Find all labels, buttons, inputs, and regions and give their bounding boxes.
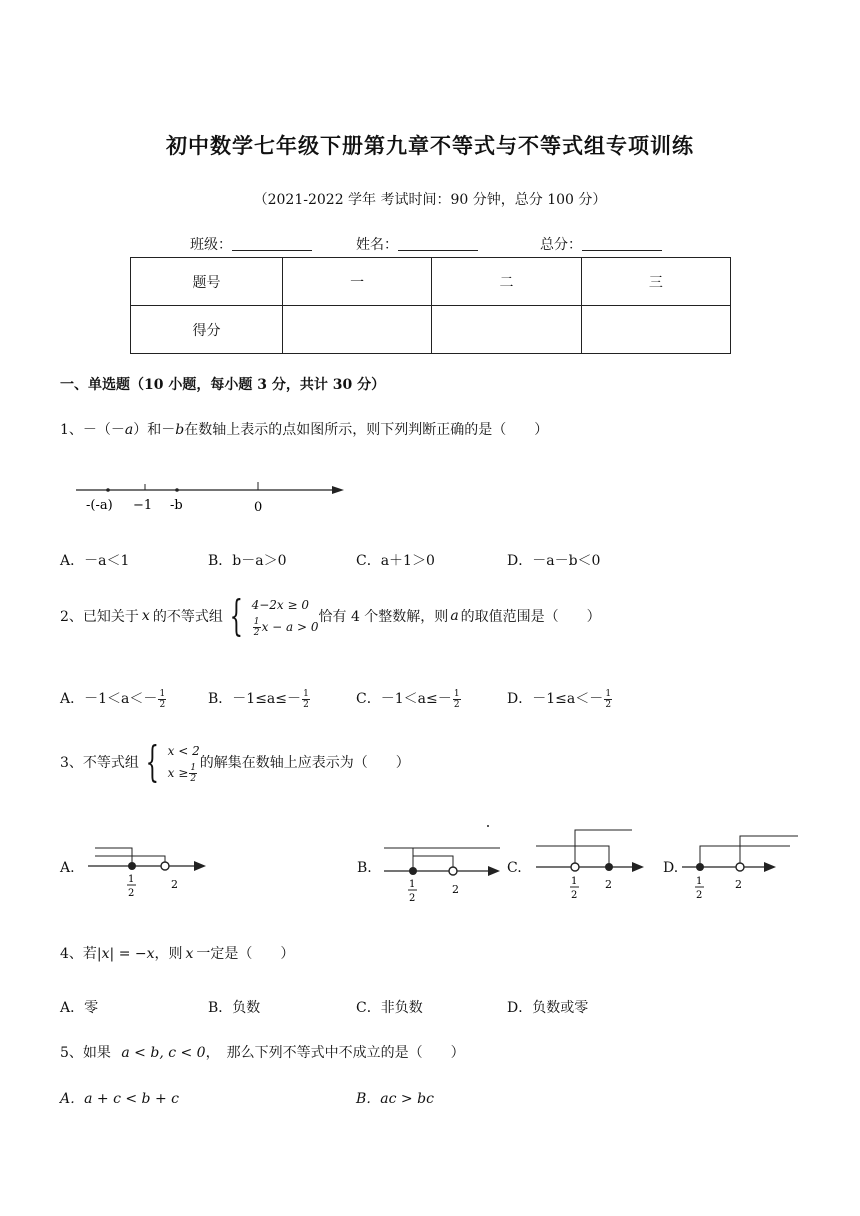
frac-num: 1	[453, 688, 460, 699]
q3-text: 的解集在数轴上应表示为（ ）	[199, 755, 410, 771]
q5-option-a[interactable]: A．a + c < b + c	[60, 1091, 179, 1107]
tick-two: 2	[171, 878, 178, 891]
tick-half-num: 1	[696, 876, 703, 887]
score-cell: 得分	[131, 306, 283, 354]
score-cell: 二	[432, 258, 581, 306]
page-title: 初中数学七年级下册第九章不等式与不等式组专项训练	[166, 133, 694, 158]
q2-text: 的不等式组	[152, 609, 223, 625]
q4-expr: |x| = −x	[96, 946, 155, 962]
q3-figure-a	[88, 848, 206, 899]
frac-den: 2	[190, 774, 197, 784]
brace-icon: {	[229, 591, 243, 640]
q1-label-neg-b: -b	[170, 498, 183, 513]
score-cell: 一	[283, 258, 432, 306]
frac-den: 2	[253, 628, 260, 638]
tick-two: 2	[452, 883, 459, 896]
tick-half-num: 1	[571, 876, 578, 887]
question-4	[60, 943, 294, 963]
q1-var: b	[175, 422, 185, 438]
q4-option-d[interactable]: D．负数或零	[507, 1000, 589, 1016]
tick-two: 2	[605, 878, 612, 891]
q2-option-text: C．－1＜a≤－	[356, 691, 452, 707]
q1-var: a	[124, 422, 134, 438]
q5-option-b[interactable]: B．ac > bc	[356, 1091, 434, 1107]
question-5	[60, 1042, 465, 1062]
q1-text: 在数轴上表示的点如图所示，则下列判断正确的是（ ）	[184, 422, 549, 438]
q3-sys-line1: x < 2	[167, 744, 200, 758]
q3-option-d[interactable]: D.	[663, 860, 679, 876]
q4-text: ，则	[154, 946, 183, 962]
q3-text: 3、不等式组	[60, 755, 139, 771]
q1-label-zero: 0	[254, 500, 263, 515]
q5-text: 5、如果	[60, 1045, 111, 1061]
total-label: 总分：	[540, 237, 582, 253]
tick-two: 2	[735, 878, 742, 891]
section-heading: 一、单选题（10 小题，每小题 3 分，共计 30 分）	[60, 377, 386, 393]
q5-condition: a < b, c < 0	[121, 1045, 206, 1061]
frac-den: 2	[605, 699, 612, 710]
q2-sys-line1: 4−2x ≥ 0	[251, 598, 309, 612]
q2-option-text: A．－1＜a＜－	[60, 691, 158, 707]
frac-num: 1	[253, 617, 260, 627]
exam-subtitle: （2021-2022 学年 考试时间：90 分钟，总分 100 分）	[253, 192, 607, 208]
name-label: 姓名：	[356, 237, 398, 253]
score-cell: 三	[581, 258, 730, 306]
q2-text: 的取值范围是（ ）	[460, 609, 601, 625]
score-cell: 题号	[131, 258, 283, 306]
q2-text: 恰有 4 个整数解，则	[318, 609, 449, 625]
q1-text: 1、－（－	[60, 422, 125, 438]
q4-text: 4、若	[60, 946, 97, 962]
q3-option-b[interactable]: B.	[357, 860, 372, 876]
tick-half-den: 2	[571, 890, 578, 901]
q5-text: ， 那么下列不等式中不成立的是（ ）	[205, 1045, 465, 1061]
q4-var: x	[185, 946, 194, 962]
q3-figure-b	[384, 825, 500, 904]
q4-option-a[interactable]: A．零	[60, 1000, 99, 1016]
q1-option-a[interactable]: A．－a＜1	[60, 553, 130, 569]
class-label: 班级：	[190, 237, 232, 253]
q1-option-c[interactable]: C．a＋1＞0	[356, 553, 435, 569]
q3-figure-d	[682, 836, 798, 901]
q1-label-neg-one: −1	[133, 498, 153, 513]
frac-den: 2	[159, 699, 166, 710]
frac-den: 2	[303, 699, 309, 710]
q1-text: ）和－	[133, 422, 176, 438]
tick-half-den: 2	[696, 890, 703, 901]
tick-half-num: 1	[128, 874, 135, 885]
q2-var: a	[450, 608, 459, 624]
q1-option-b[interactable]: B．b－a＞0	[208, 553, 287, 569]
q2-sys-line2-tail: x − a > 0	[261, 620, 319, 634]
tick-half-den: 2	[128, 888, 135, 899]
q4-option-b[interactable]: B．负数	[208, 1000, 261, 1016]
q4-option-c[interactable]: C．非负数	[356, 1000, 423, 1016]
q2-var: x	[141, 608, 150, 624]
tick-half-num: 1	[409, 879, 416, 890]
frac-num: 1	[190, 763, 197, 773]
q3-sys-line2-head: x ≥	[167, 766, 189, 780]
frac-den: 2	[453, 699, 460, 710]
tick-half-den: 2	[409, 893, 416, 904]
q3-option-c[interactable]: C.	[507, 860, 522, 876]
q3-figure-c	[536, 830, 644, 901]
q2-text: 2、已知关于	[60, 609, 139, 625]
q2-option-text: D．－1≤a＜－	[507, 691, 604, 707]
brace-icon: {	[145, 737, 159, 786]
frac-num: 1	[303, 688, 309, 699]
q2-option-text: B．－1≤a≤－	[208, 691, 302, 707]
frac-num: 1	[605, 688, 612, 699]
q3-option-a[interactable]: A.	[60, 860, 75, 876]
q1-option-d[interactable]: D．－a－b＜0	[507, 553, 601, 569]
q1-label-neg-neg-a: -(-a)	[86, 498, 113, 513]
frac-num: 1	[159, 688, 166, 699]
q4-text: 一定是（ ）	[196, 946, 295, 962]
